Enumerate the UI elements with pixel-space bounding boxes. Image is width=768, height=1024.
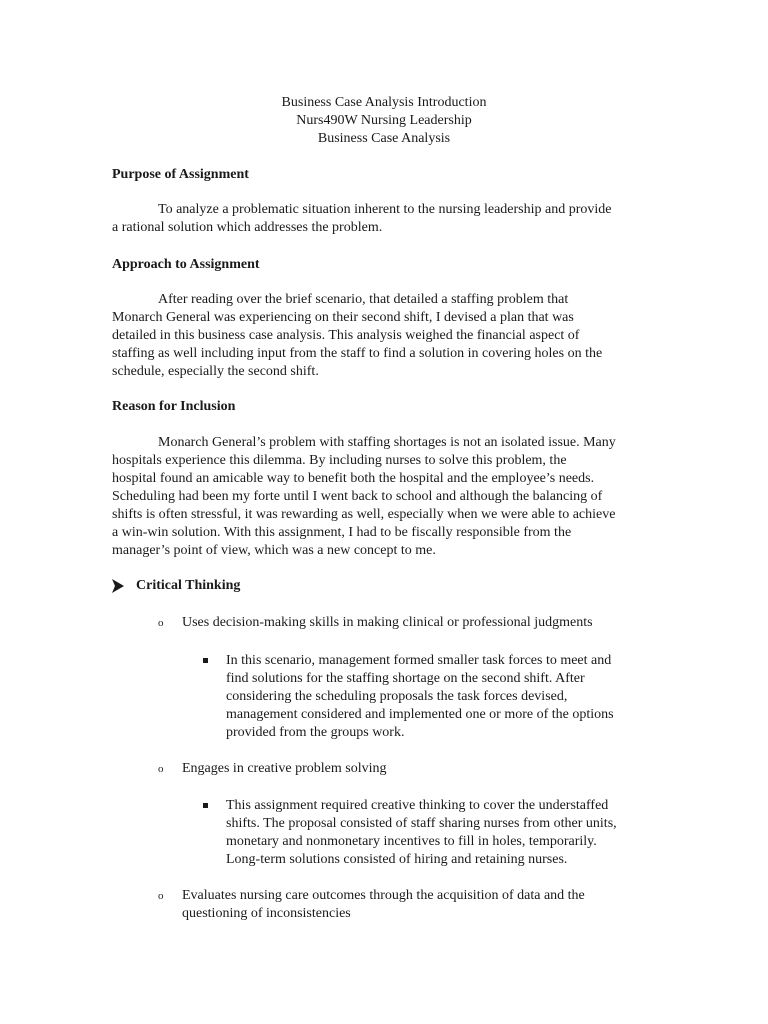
circle-bullet-icon: o (158, 763, 164, 775)
paragraph-line: Scheduling had been my forte until I went back to school and although the balancing of (112, 489, 603, 504)
reason-heading: Reason for Inclusion (112, 399, 236, 414)
paragraph-line: manager’s point of view, which was a new concept to me. (112, 543, 436, 558)
sub-item-line: considering the scheduling proposals the task forces devised, (226, 689, 568, 704)
paragraph-line: Monarch General was experiencing on their second shift, I devised a plan that was (112, 310, 574, 325)
circle-bullet-icon: o (158, 890, 164, 902)
sub-item-line: In this scenario, management formed smaller task forces to meet and (226, 653, 612, 668)
sub-item-line: management considered and implemented one or more of the options (226, 707, 614, 722)
circle-bullet-icon: o (158, 617, 164, 629)
list-item-text: Uses decision-making skills in making clinical or professional judgments (182, 615, 593, 630)
sub-item-line: monetary and nonmonetary incentives to fill in holes, temporarily. (226, 834, 597, 849)
sub-item-line: provided from the groups work. (226, 725, 405, 740)
critical-thinking-heading (112, 577, 240, 595)
list-item-text: Evaluates nursing care outcomes through the acquisition of data and the (182, 888, 585, 903)
reason-paragraph (112, 434, 652, 560)
square-bullet-icon (203, 652, 226, 742)
header-title: Business Case Analysis Introduction (281, 95, 487, 110)
list-item-text: Engages in creative problem solving (182, 761, 387, 776)
purpose-paragraph (112, 201, 652, 237)
paragraph-line: schedule, especially the second shift. (112, 364, 319, 379)
approach-paragraph (112, 291, 652, 381)
paragraph-line: shifts is often stressful, it was rewarding as well, especially when we were able to achieve (112, 507, 616, 522)
list-item (158, 760, 387, 778)
sub-list-item (203, 797, 617, 869)
document-header (0, 94, 768, 148)
paragraph-line: staffing as well including input from the staff to find a solution in covering holes on the (112, 346, 603, 361)
sub-item-line: shifts. The proposal consisted of staff sharing nurses from other units, (226, 816, 617, 831)
sub-item-line: This assignment required creative thinking to cover the understaffed (226, 798, 609, 813)
paragraph-line: hospitals experience this dilemma. By including nurses to solve this problem, the (112, 453, 567, 468)
approach-heading: Approach to Assignment (112, 257, 260, 272)
purpose-heading: Purpose of Assignment (112, 167, 249, 182)
sub-item-line: Long-term solutions consisted of hiring and retaining nurses. (226, 852, 568, 867)
list-item-text: questioning of inconsistencies (182, 906, 351, 921)
sub-item-line: find solutions for the staffing shortage on the second shift. After (226, 671, 585, 686)
paragraph-line: To analyze a problematic situation inherent to the nursing leadership and provide (158, 202, 612, 217)
header-course: Nurs490W Nursing Leadership (296, 113, 472, 128)
header-subtitle: Business Case Analysis (317, 131, 451, 146)
list-item (158, 887, 585, 923)
list-item (158, 614, 593, 632)
sub-list-item (203, 652, 614, 742)
paragraph-line: a win-win solution. With this assignment, I had to be fiscally responsible from the (112, 525, 572, 540)
arrowhead-bullet-icon (112, 579, 124, 593)
paragraph-line: After reading over the brief scenario, that detailed a staffing problem that (158, 292, 569, 307)
critical-thinking-label: Critical Thinking (136, 578, 241, 593)
paragraph-line: hospital found an amicable way to benefit both the hospital and the employee’s needs. (112, 471, 595, 486)
paragraph-line: a rational solution which addresses the problem. (112, 220, 383, 235)
paragraph-line: detailed in this business case analysis. This analysis weighed the financial aspect of (112, 328, 580, 343)
paragraph-line: Monarch General’s problem with staffing shortages is not an isolated issue. Many (158, 435, 616, 450)
square-bullet-icon (203, 797, 226, 869)
